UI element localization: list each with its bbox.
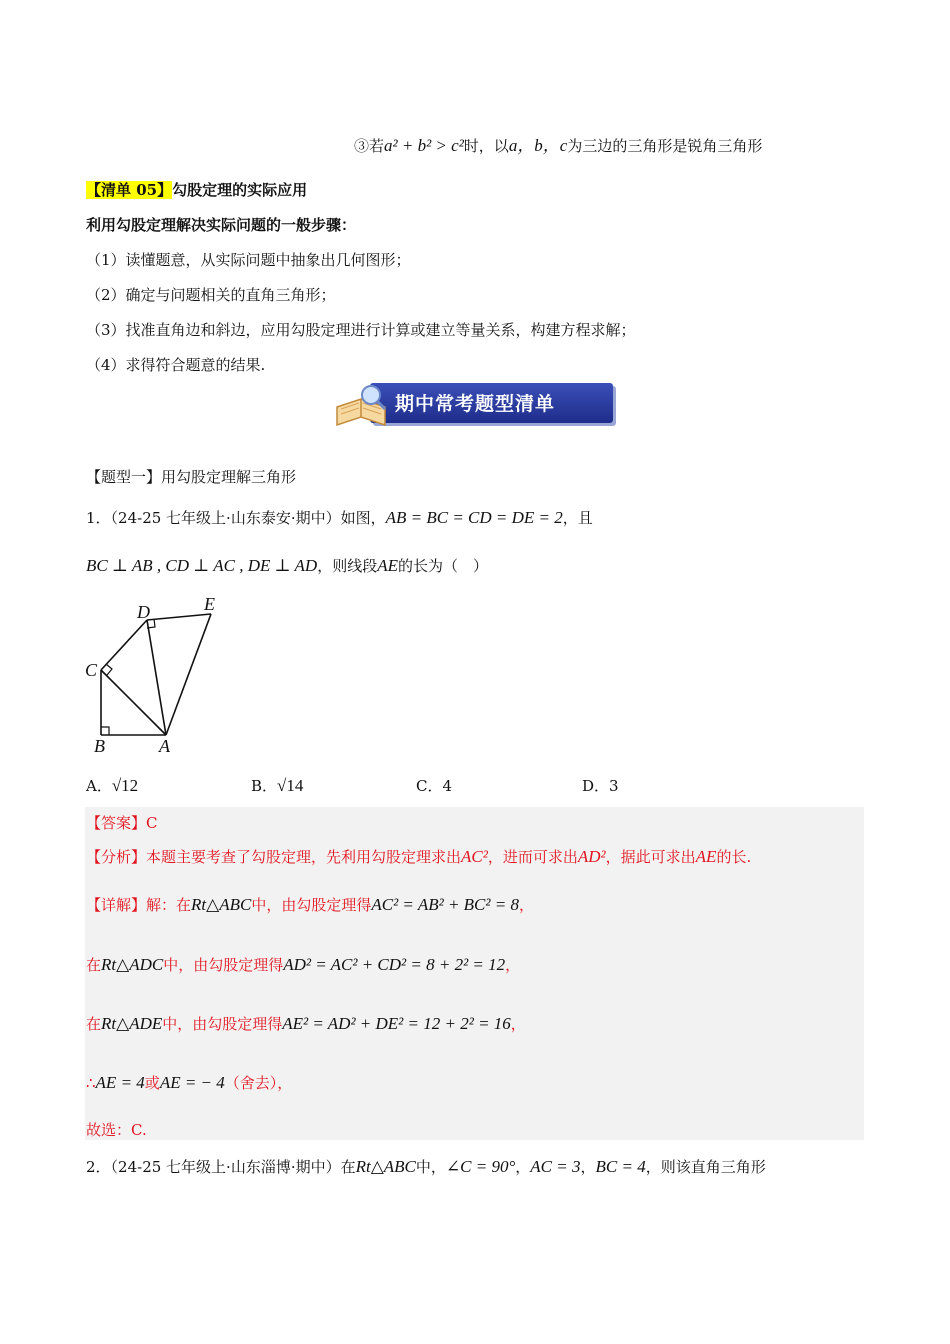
step-1: （1）读懂题意，从实际问题中抽象出几何图形； (86, 251, 411, 269)
detail-line-1: 【详解】解：在Rt△ABC中，由勾股定理得AC² = AB² + BC² = 8， (86, 895, 534, 914)
label-b: B (94, 736, 105, 756)
detail-line-2: 在Rt△ADC中，由勾股定理得AD² = AC² + CD² = 8 + 2² = 12， (86, 955, 521, 974)
label-d: D (137, 602, 150, 622)
q1-perp-conditions: BC ⊥ AB , CD ⊥ AC , DE ⊥ AD (86, 556, 318, 575)
type1-heading: 【题型一】用勾股定理解三角形 (86, 468, 297, 486)
conclusion-line: 故选：C. (86, 1121, 147, 1139)
label-c: C (85, 660, 98, 680)
option-b[interactable]: B．√14 (251, 776, 304, 795)
label-e: E (204, 594, 215, 614)
option-a[interactable]: A．√12 (86, 776, 139, 795)
section05-subtitle: 利用勾股定理解决实际问题的一般步骤： (86, 216, 357, 234)
condition-math: a² + b² > c² (384, 136, 464, 155)
q1-line2: BC ⊥ AB , CD ⊥ AC , DE ⊥ AD，则线段AE的长为（ ） (86, 556, 489, 575)
q1-given: AB = BC = CD = DE = 2 (385, 508, 563, 527)
label-a: A (159, 736, 170, 756)
detail-line-4: ∴AE = 4或AE = − 4（舍去）， (86, 1073, 293, 1092)
q1-figure (80, 592, 240, 757)
banner-label: 期中常考题型清单 (395, 393, 556, 415)
section-tag: 【清单 05】 (86, 181, 173, 199)
book-icon (333, 381, 393, 431)
banner (333, 379, 615, 431)
q2-line: 2．（24-25 七年级上·山东淄博·期中）在Rt△ABC中，∠C = 90°，AC = 3，BC = 4，则该直角三角形 (86, 1157, 766, 1176)
option-c[interactable]: C．4 (416, 777, 453, 795)
step-3: （3）找准直角边和斜边，应用勾股定理进行计算或建立等量关系，构建方程求解； (86, 321, 636, 339)
answer-line: 【答案】C (86, 814, 158, 832)
section-title: 勾股定理的实际应用 (172, 181, 308, 199)
step-2: （2）确定与问题相关的直角三角形； (86, 286, 336, 304)
option-d[interactable]: D．3 (582, 777, 619, 795)
detail-line-3: 在Rt△ADE中，由勾股定理得AE² = AD² + DE² = 12 + 2² = 16， (86, 1014, 526, 1033)
top-condition-line: ③若a² + b² > c²时，以a，b，c为三边的三角形是锐角三角形 (354, 136, 763, 155)
side-vars: a，b，c (508, 136, 568, 155)
step-4: （4）求得符合题意的结果. (86, 356, 266, 374)
q1-line1: 1．（24-25 七年级上·山东泰安·期中）如图，AB = BC = CD = DE = 2，且 (86, 508, 593, 527)
section05-heading (86, 179, 307, 200)
analysis-line: 【分析】本题主要考查了勾股定理，先利用勾股定理求出AC²，进而可求出AD²，据此可求出AE的长. (86, 847, 752, 866)
